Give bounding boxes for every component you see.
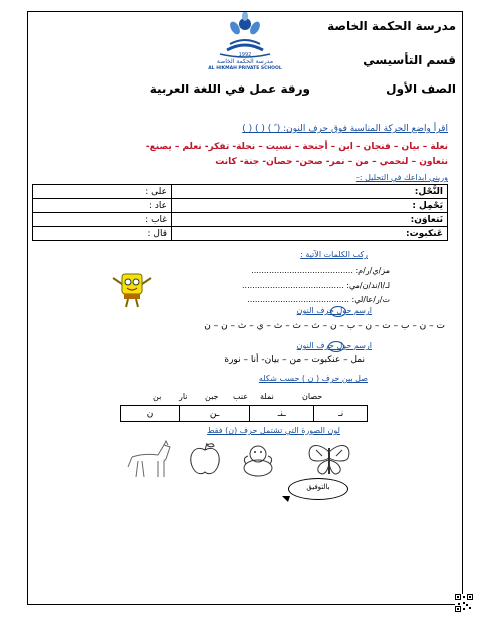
grade-label: الصف الأول xyxy=(386,82,456,96)
butterfly-image xyxy=(304,440,354,482)
qr-code-icon xyxy=(455,594,473,616)
cartoon-animal-image xyxy=(238,440,278,482)
analysis-word-cell: النَّحْل: xyxy=(172,185,448,199)
match-box: ن xyxy=(121,406,180,422)
worksheet-title: ورقة عمل في اللغة العربية xyxy=(149,82,310,96)
analysis-hint-cell: على : xyxy=(33,185,172,199)
good-luck-text: بالتوفيق xyxy=(306,483,330,491)
q3-item: ت/ر/عا/لي: ........................................ xyxy=(247,295,390,304)
q4-title: ارسم حول حرف النون xyxy=(296,306,372,315)
logo-arabic: مدرسة الحكمة الخاصة xyxy=(216,58,274,65)
apple-image xyxy=(186,440,224,482)
match-word: حصان xyxy=(302,392,323,401)
analysis-table xyxy=(32,184,448,241)
q5-words: نمل – عنكبوت – من – بيان- أنا – نورة xyxy=(224,355,365,365)
logo-year: 1992 xyxy=(238,52,252,58)
match-word: بن xyxy=(153,392,162,401)
match-word: جبن xyxy=(205,392,219,401)
speech-bubble xyxy=(288,478,348,500)
analysis-hint-cell: عاد : xyxy=(33,199,172,213)
sponge-character-image xyxy=(110,270,154,314)
speech-bubble-tail xyxy=(282,496,290,502)
worksheet-border xyxy=(27,11,463,605)
q5-title: ارسم حول حرف النون xyxy=(296,341,372,350)
circle-shape-icon xyxy=(330,306,346,317)
horse-image xyxy=(124,437,174,485)
q2-title: وريني ابداعك في التحليل :– xyxy=(355,173,448,182)
circle-shape-icon xyxy=(328,341,344,352)
analysis-word-cell: عَنكبوت: xyxy=(172,227,448,241)
match-box: نـ xyxy=(314,406,368,422)
q3-item: لـ/ا/ند/ن/مي: ........................................ xyxy=(242,281,390,290)
q4-letters: ت – ن – ب – ت – ن – ب – ن – ث – ث – ث – ي – ث – ن – ن xyxy=(204,321,445,331)
match-word: نار xyxy=(179,392,188,401)
analysis-word-cell: نَتعاوَن: xyxy=(172,213,448,227)
school-logo xyxy=(205,12,285,76)
q7-title: لون الصورة التي تشتمل حرف (ن) فقط xyxy=(207,426,340,435)
match-word: عنب xyxy=(233,392,249,401)
q3-title: ركب الكلمات الآتية : xyxy=(300,250,368,259)
q6-title: صل بين حرف ( ن ) حسب شكله xyxy=(258,374,368,383)
logo-english: AL HIKMAH PRIVATE SCHOOL xyxy=(208,66,282,71)
analysis-hint-cell: غاب : xyxy=(33,213,172,227)
match-word: نملة xyxy=(260,392,274,401)
q1-line1: نعلة – بيان – فنجان – ابن – أجنحة – نسيت – نحلة- تفكر- نعلم – يصنع- xyxy=(145,142,448,152)
match-box: ـن xyxy=(180,406,250,422)
stage-label: قسم التأسيسي xyxy=(363,53,456,67)
q3-item: مز/ي/ر/م: ........................................ xyxy=(251,266,390,275)
match-box: ـنـ xyxy=(250,406,314,422)
analysis-word-cell: يَحْمِل : xyxy=(172,199,448,213)
school-name: مدرسة الحكمة الخاصة xyxy=(327,19,456,33)
q1-line2: نتعاون – لنحمي – من – نمر- صحن- حصان- جنة- كانت xyxy=(215,157,448,167)
analysis-hint-cell: قال : xyxy=(33,227,172,241)
match-boxes xyxy=(120,405,368,422)
q1-title: اقرأ واضع الحركة المناسبة فوق حرف النون: ( ً ) ( ) ( ) xyxy=(242,124,448,134)
